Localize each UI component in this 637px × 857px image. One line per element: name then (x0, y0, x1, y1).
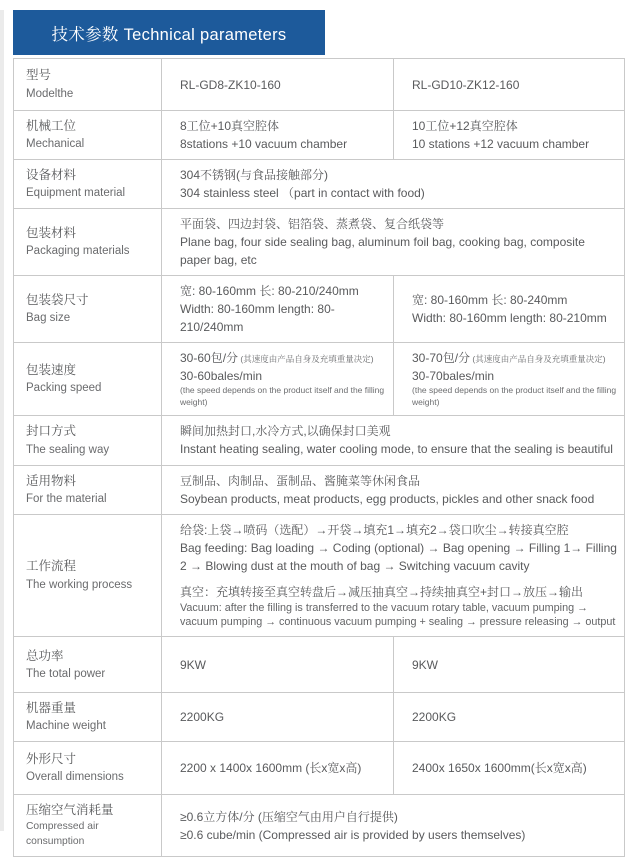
row-label-cn: 压缩空气消耗量 (26, 803, 114, 818)
value-line: 304 stainless steel （part in contact with food) (180, 186, 425, 201)
row-label-en: For the material (26, 493, 107, 506)
row-label-cell (14, 466, 162, 514)
value-cell (394, 637, 626, 692)
row-label-cn: 封口方式 (26, 424, 77, 439)
row-label-cn: 适用物料 (26, 473, 77, 488)
value-line: Width: 80-160mm length: 80-210/240mm (180, 302, 335, 335)
row-label-en: Bag size (26, 312, 71, 325)
table-row (14, 160, 624, 209)
table-row (14, 59, 624, 111)
value-line: 2200KG (180, 710, 225, 725)
value-line: Vacuum: after the filling is transferred to the vacuum rotary table, vacuum pumping → vacuum pumping → continuous vacuum pumping + sealing → pressure releasing → output (180, 601, 616, 629)
value-line: 8工位+10真空腔体 (180, 119, 280, 134)
value-line: 9KW (180, 657, 207, 672)
row-label-cell (14, 742, 162, 794)
technical-parameters-table (13, 58, 625, 857)
value-cell (162, 160, 625, 208)
value-note: (其速度由产品自身及充填重量决定) (470, 354, 606, 365)
row-label-cell (14, 160, 162, 208)
row-label-cn: 机械工位 (26, 119, 77, 133)
row-label-cn: 总功率 (26, 648, 64, 663)
value-line: 真空：充填转接至真空转盘后→减压抽真空→持续抽真空+封口→放压→输出 (180, 584, 584, 599)
row-label-cell (14, 276, 162, 342)
table-row (14, 276, 624, 343)
row-label-cn: 包装速度 (26, 362, 77, 377)
value-line: 9KW (412, 657, 439, 672)
row-label-cell (14, 111, 162, 159)
row-label-en: The total power (26, 667, 106, 680)
row-label-en: Packaging materials (26, 245, 130, 258)
value-line: (the speed depends on the product itself and the filling weight) (180, 385, 385, 407)
row-label-cell (14, 795, 162, 856)
row-label-en: Packing speed (26, 382, 102, 395)
row-label-en: Compressed air consumption (26, 821, 99, 848)
value-line: 30-70包/分 (其速度由产品自身及充填重量决定) (412, 351, 606, 366)
table-row (14, 637, 624, 693)
value-line: 10 stations +12 vacuum chamber (412, 137, 590, 152)
row-label-cell (14, 637, 162, 692)
row-label-cn: 包装袋尺寸 (26, 293, 89, 308)
value-line: Width: 80-160mm length: 80-210mm (412, 311, 607, 326)
row-label-cell (14, 343, 162, 415)
value-line: ≥0.6 cube/min (Compressed air is provided by users themselves) (180, 827, 526, 842)
page-left-edge (0, 10, 4, 831)
value-line: 8stations +10 vacuum chamber (180, 137, 348, 152)
value-cell (162, 276, 394, 342)
value-line: 给袋:上袋→喷码（选配）→开袋→填充1→填充2→袋口吹尘→转接真空腔 (180, 522, 569, 537)
row-label-en: Mechanical (26, 138, 85, 151)
row-label-en: Machine weight (26, 720, 106, 733)
row-label-cell (14, 209, 162, 275)
value-line: 2200 x 1400x 1600mm (长x宽x高) (180, 761, 362, 776)
value-cell (162, 416, 625, 465)
row-label-en: The sealing way (26, 443, 110, 456)
table-row (14, 416, 624, 466)
table-row (14, 466, 624, 515)
value-cell (162, 515, 625, 636)
value-line: 宽: 80-160mm 长: 80-240mm (412, 293, 568, 308)
table-row (14, 742, 624, 795)
value-cell (162, 209, 625, 275)
value-cell (162, 111, 394, 159)
row-label-cell (14, 693, 162, 741)
value-cell (162, 466, 625, 514)
row-label-en: Equipment material (26, 187, 126, 200)
value-cell (162, 795, 625, 856)
value-line: 30-60bales/min (180, 369, 263, 384)
value-line: ≥0.6立方体/分 (压缩空气由用户自行提供) (180, 809, 398, 824)
row-label-cn: 包装材料 (26, 226, 77, 241)
value-line: Plane bag, four side sealing bag, aluminum foil bag, cooking bag, composite paper bag, etc (180, 235, 585, 268)
row-label-cn: 机器重量 (26, 701, 77, 716)
row-label-cn: 设备材料 (26, 168, 77, 183)
value-line: RL-GD8-ZK10-160 (180, 77, 281, 92)
row-label-en: Modelthe (26, 87, 74, 100)
value-line: 10工位+12真空腔体 (412, 119, 518, 134)
value-line: 豆制品、肉制品、蛋制品、酱腌菜等休闲食品 (180, 473, 421, 488)
table-row (14, 111, 624, 160)
value-line: Soybean products, meat products, egg products, pickles and other snack food (180, 491, 595, 506)
value-line: (the speed depends on the product itself and the filling weight) (412, 385, 617, 407)
row-label-cell (14, 59, 162, 110)
row-label-cell (14, 416, 162, 465)
value-note: (其速度由产品自身及充填重量决定) (238, 354, 374, 365)
value-cell (394, 343, 626, 415)
value-line: 宽: 80-160mm 长: 80-210/240mm (180, 284, 359, 299)
value-line: 2200KG (412, 710, 457, 725)
value-line: 平面袋、四边封袋、铝箔袋、蒸煮袋、复合纸袋等 (180, 217, 445, 232)
value-line: RL-GD10-ZK12-160 (412, 77, 520, 92)
row-label-en: Overall dimensions (26, 771, 124, 784)
value-line: 2400x 1650x 1600mm(长x宽x高) (412, 761, 587, 776)
table-row (14, 209, 624, 276)
table-row (14, 693, 624, 742)
value-line: Bag feeding: Bag loading → Coding (optional) → Bag opening → Filling 1→ Filling 2 → Blowing dust at the mouth of bag → Switching vacuum cavity (180, 540, 617, 573)
value-line: 304不锈钢(与食品接触部分) (180, 168, 329, 183)
section-title-bar (13, 10, 325, 55)
value-cell (394, 742, 626, 794)
value-cell (162, 59, 394, 110)
value-cell (394, 111, 626, 159)
row-label-en: The working process (26, 578, 133, 591)
table-row (14, 795, 624, 857)
row-label-cn: 工作流程 (26, 559, 77, 574)
value-cell (394, 59, 626, 110)
value-line: Instant heating sealing, water cooling mode, to ensure that the sealing is beautiful (180, 442, 613, 457)
row-label-cn: 外形尺寸 (26, 752, 77, 767)
section-title: 技术参数 Technical parameters (51, 25, 287, 44)
table-row (14, 515, 624, 637)
value-line: 30-70bales/min (412, 369, 495, 384)
value-line: 30-60包/分 (其速度由产品自身及充填重量决定) (180, 351, 374, 366)
table-row (14, 343, 624, 416)
value-cell (162, 742, 394, 794)
value-cell (394, 693, 626, 741)
row-label-cn: 型号 (26, 68, 52, 83)
value-line: 瞬间加热封口,水冷方式,以确保封口美观 (180, 424, 391, 439)
value-cell (162, 637, 394, 692)
spec-table-body (14, 59, 624, 857)
value-cell (162, 693, 394, 741)
value-cell (394, 276, 626, 342)
value-cell (162, 343, 394, 415)
row-label-cell (14, 515, 162, 636)
